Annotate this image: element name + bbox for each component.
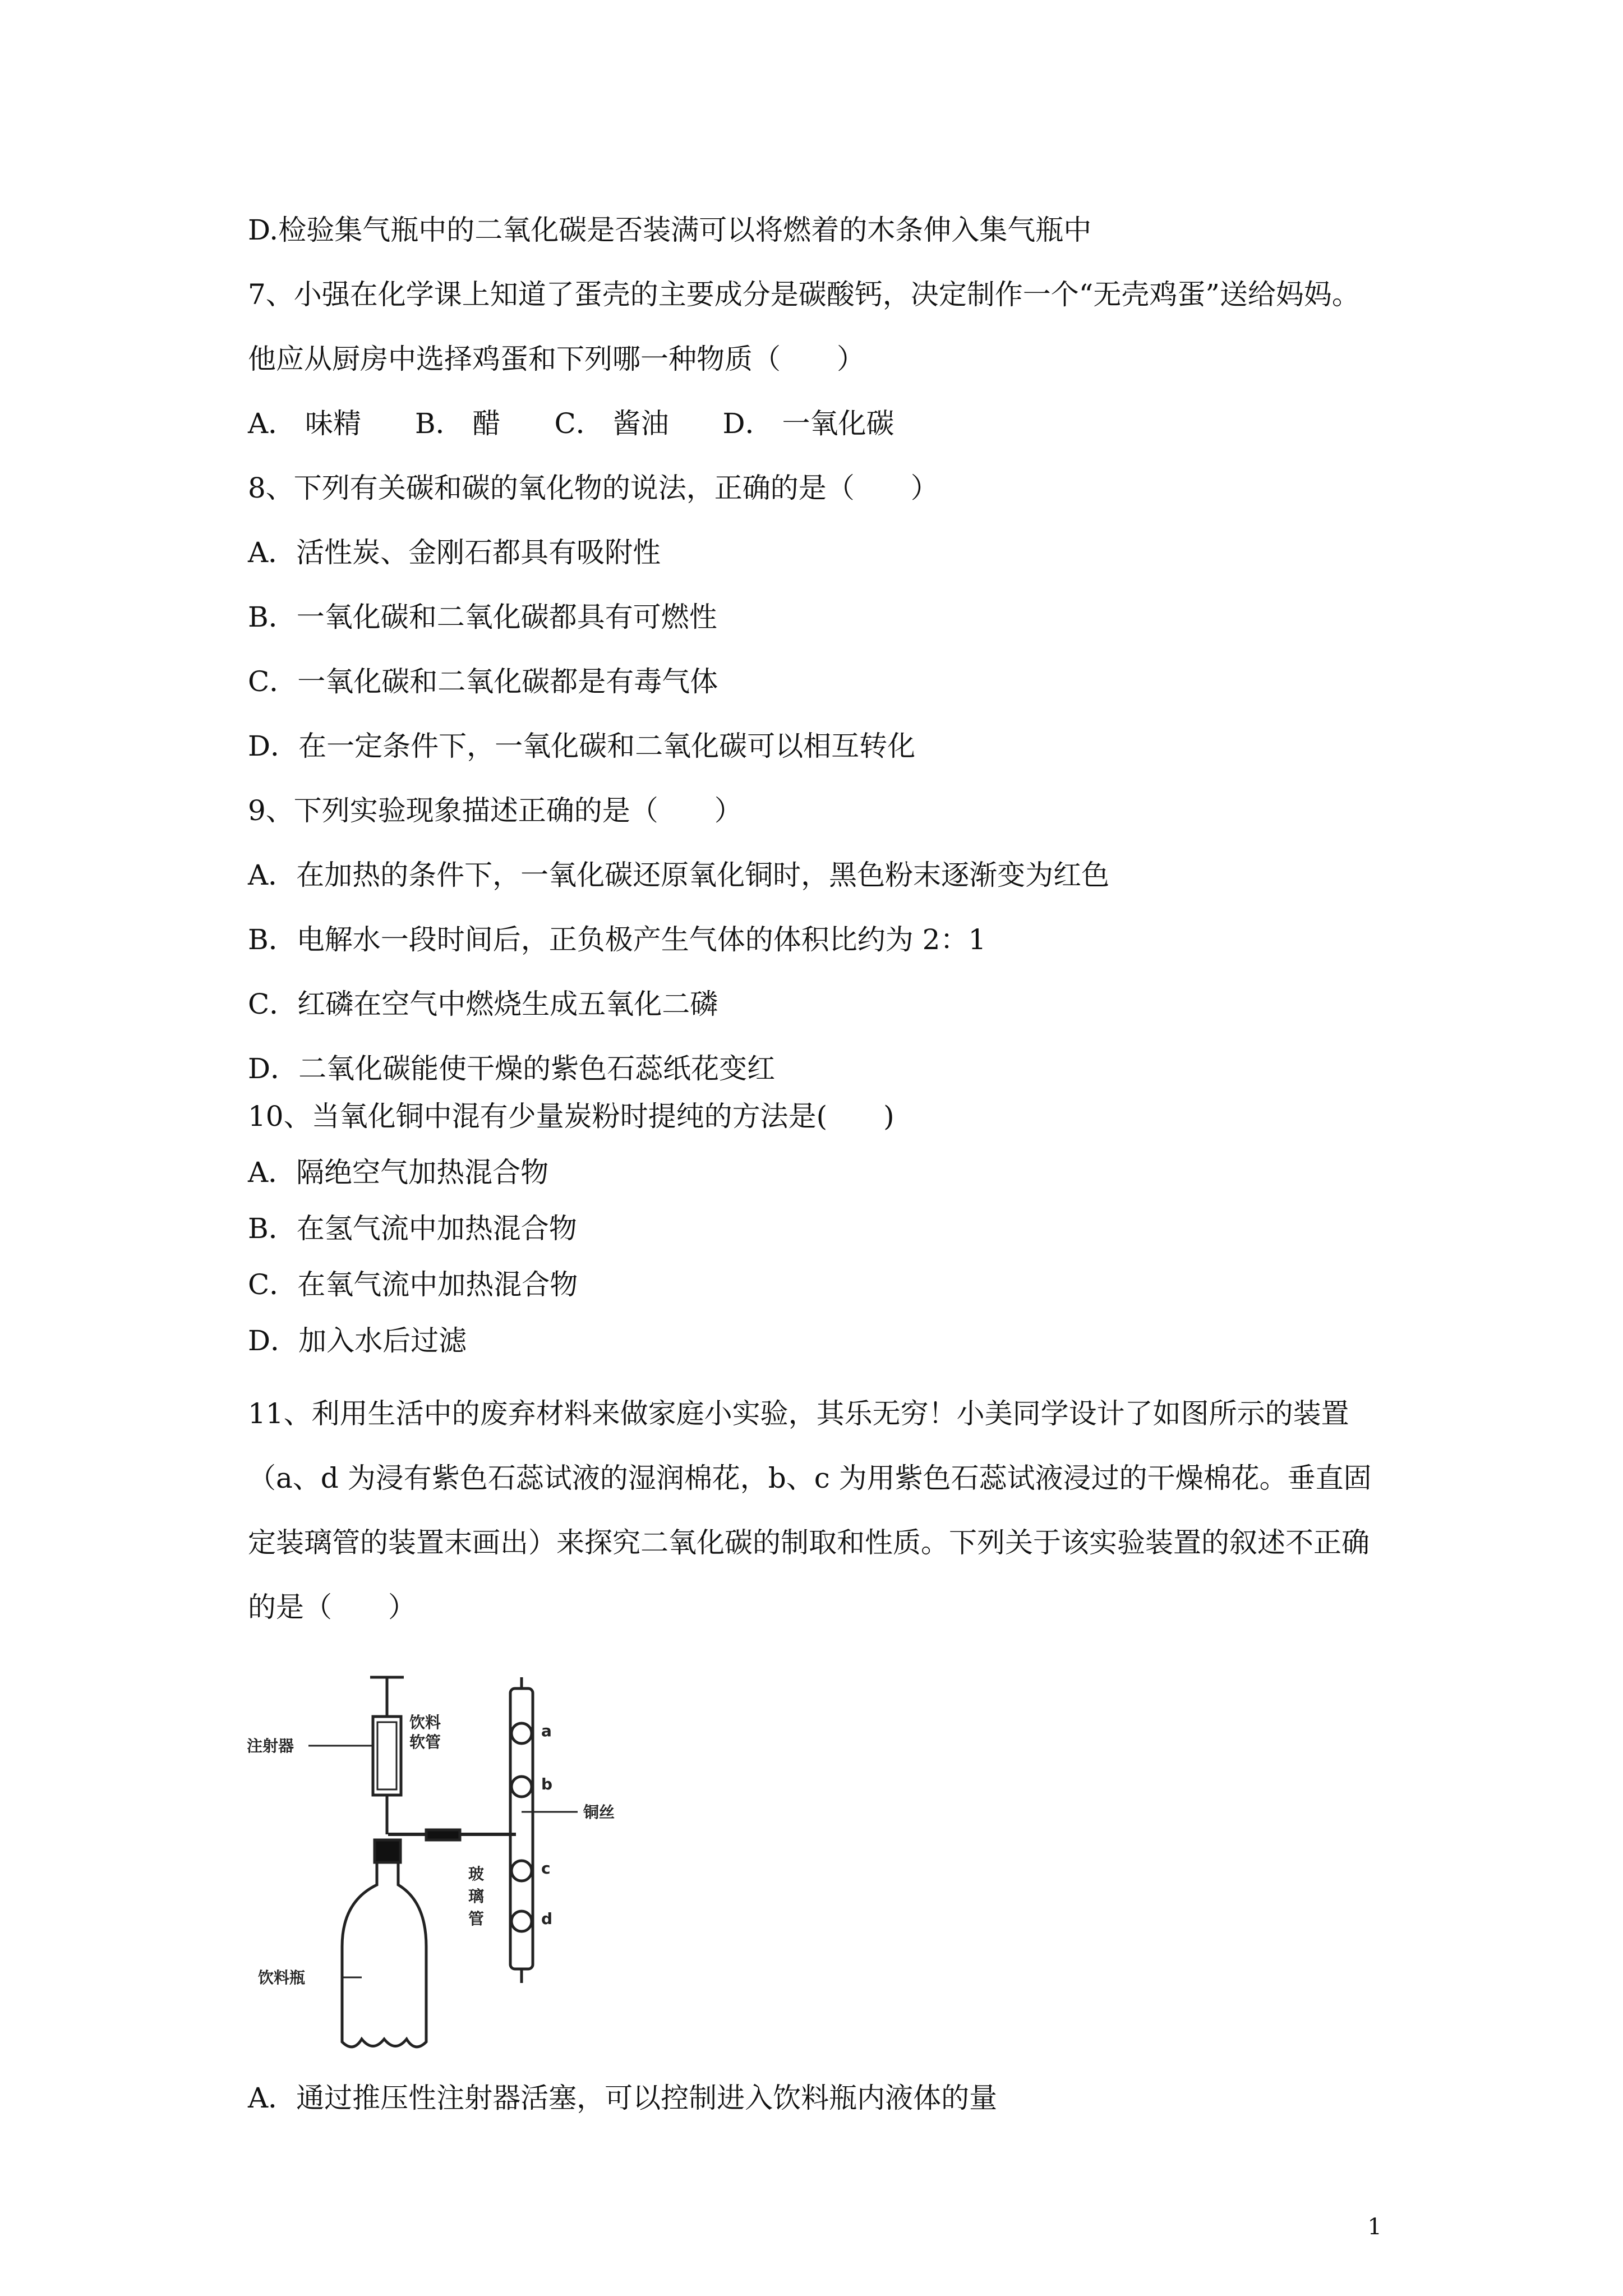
label-syringe: 注射器 xyxy=(247,1737,294,1755)
q11-option-a: A．通过推压性注射器活塞，可以控制进入饮料瓶内液体的量 xyxy=(248,2082,998,2114)
q7-option-b: B． 醋 xyxy=(414,407,501,440)
q8-stem: 8、下列有关碳和碳的氧化物的说法，正确的是（ ） xyxy=(248,472,939,504)
q6-option-d: D.检验集气瓶中的二氧化碳是否装满可以将燃着的木条伸入集气瓶中 xyxy=(248,214,1092,246)
label-soft-tube-2: 软管 xyxy=(409,1733,441,1751)
label-soft-tube-1: 饮料 xyxy=(409,1713,441,1732)
q7-option-c: C． 酱油 xyxy=(554,407,669,440)
q9-option-c: C．红磷在空气中燃烧生成五氧化二磷 xyxy=(248,988,718,1020)
q10-option-d: D．加入水后过滤 xyxy=(248,1324,467,1357)
q7-option-d: D． 一氧化碳 xyxy=(722,407,895,440)
q7-stem-line2: 他应从厨房中选择鸡蛋和下列哪一种物质（ ） xyxy=(248,343,865,375)
q11-stem-line2: （a、d 为浸有紫色石蕊试液的湿润棉花，b、c 为用紫色石蕊试液浸过的干燥棉花。垂直固 xyxy=(248,1462,1372,1494)
q10-stem: 10、当氧化铜中混有少量炭粉时提纯的方法是( ) xyxy=(248,1100,895,1133)
q9-stem: 9、下列实验现象描述正确的是（ ） xyxy=(248,794,743,827)
q10-option-c: C．在氧气流中加热混合物 xyxy=(248,1268,578,1301)
q10-option-a: A．隔绝空气加热混合物 xyxy=(248,1156,549,1189)
q9-option-a: A．在加热的条件下，一氧化碳还原氧化铜时，黑色粉末逐渐变为红色 xyxy=(248,859,1110,891)
q9-option-b: B．电解水一段时间后，正负极产生气体的体积比约为 2：1 xyxy=(248,923,986,956)
label-copper-wire: 铜丝 xyxy=(583,1803,615,1821)
bottle-stopper xyxy=(375,1840,400,1862)
q7-stem-line1: 7、小强在化学课上知道了蛋壳的主要成分是碳酸钙，决定制作一个“无壳鸡蛋”送给妈妈。 xyxy=(248,278,1360,311)
cotton-d xyxy=(511,1911,532,1931)
q10-option-b: B．在氢气流中加热混合物 xyxy=(248,1212,577,1245)
label-bottle: 饮料瓶 xyxy=(258,1968,306,1987)
cotton-b xyxy=(511,1777,532,1797)
q8-option-b: B．一氧化碳和二氧化碳都具有可燃性 xyxy=(248,601,717,633)
q7-options xyxy=(248,407,895,440)
beverage-bottle xyxy=(342,1862,426,2047)
q11-stem-line3: 定装璃管的装置末画出）来探究二氧化碳的制取和性质。下列关于该实验装置的叙述不正确 xyxy=(248,1526,1370,1559)
label-glass-tube-2: 璃 xyxy=(468,1887,485,1906)
label-c: c xyxy=(541,1859,551,1878)
label-a: a xyxy=(541,1722,552,1740)
apparatus-diagram xyxy=(241,1666,690,2053)
q7-option-a: A． 味精 xyxy=(248,407,362,440)
q9-option-d: D．二氧化碳能使干燥的紫色石蕊纸花变红 xyxy=(248,1052,776,1085)
label-b: b xyxy=(541,1775,553,1793)
q11-stem-line1: 11、利用生活中的废弃材料来做家庭小实验，其乐无穷！小美同学设计了如图所示的装置 xyxy=(248,1397,1349,1430)
cotton-a xyxy=(511,1723,532,1743)
page-number: 1 xyxy=(1367,2214,1382,2240)
soft-tube-joint xyxy=(426,1830,460,1840)
q11-stem-line4: 的是（ ） xyxy=(248,1591,416,1623)
syringe-inner xyxy=(377,1722,396,1789)
q8-option-a: A．活性炭、金刚石都具有吸附性 xyxy=(248,536,661,569)
label-glass-tube-1: 玻 xyxy=(468,1865,485,1883)
cotton-c xyxy=(511,1861,532,1881)
q8-option-d: D．在一定条件下，一氧化碳和二氧化碳可以相互转化 xyxy=(248,730,916,762)
label-glass-tube-3: 管 xyxy=(468,1910,485,1928)
label-d: d xyxy=(541,1910,553,1928)
q8-option-c: C．一氧化碳和二氧化碳都是有毒气体 xyxy=(248,665,718,698)
